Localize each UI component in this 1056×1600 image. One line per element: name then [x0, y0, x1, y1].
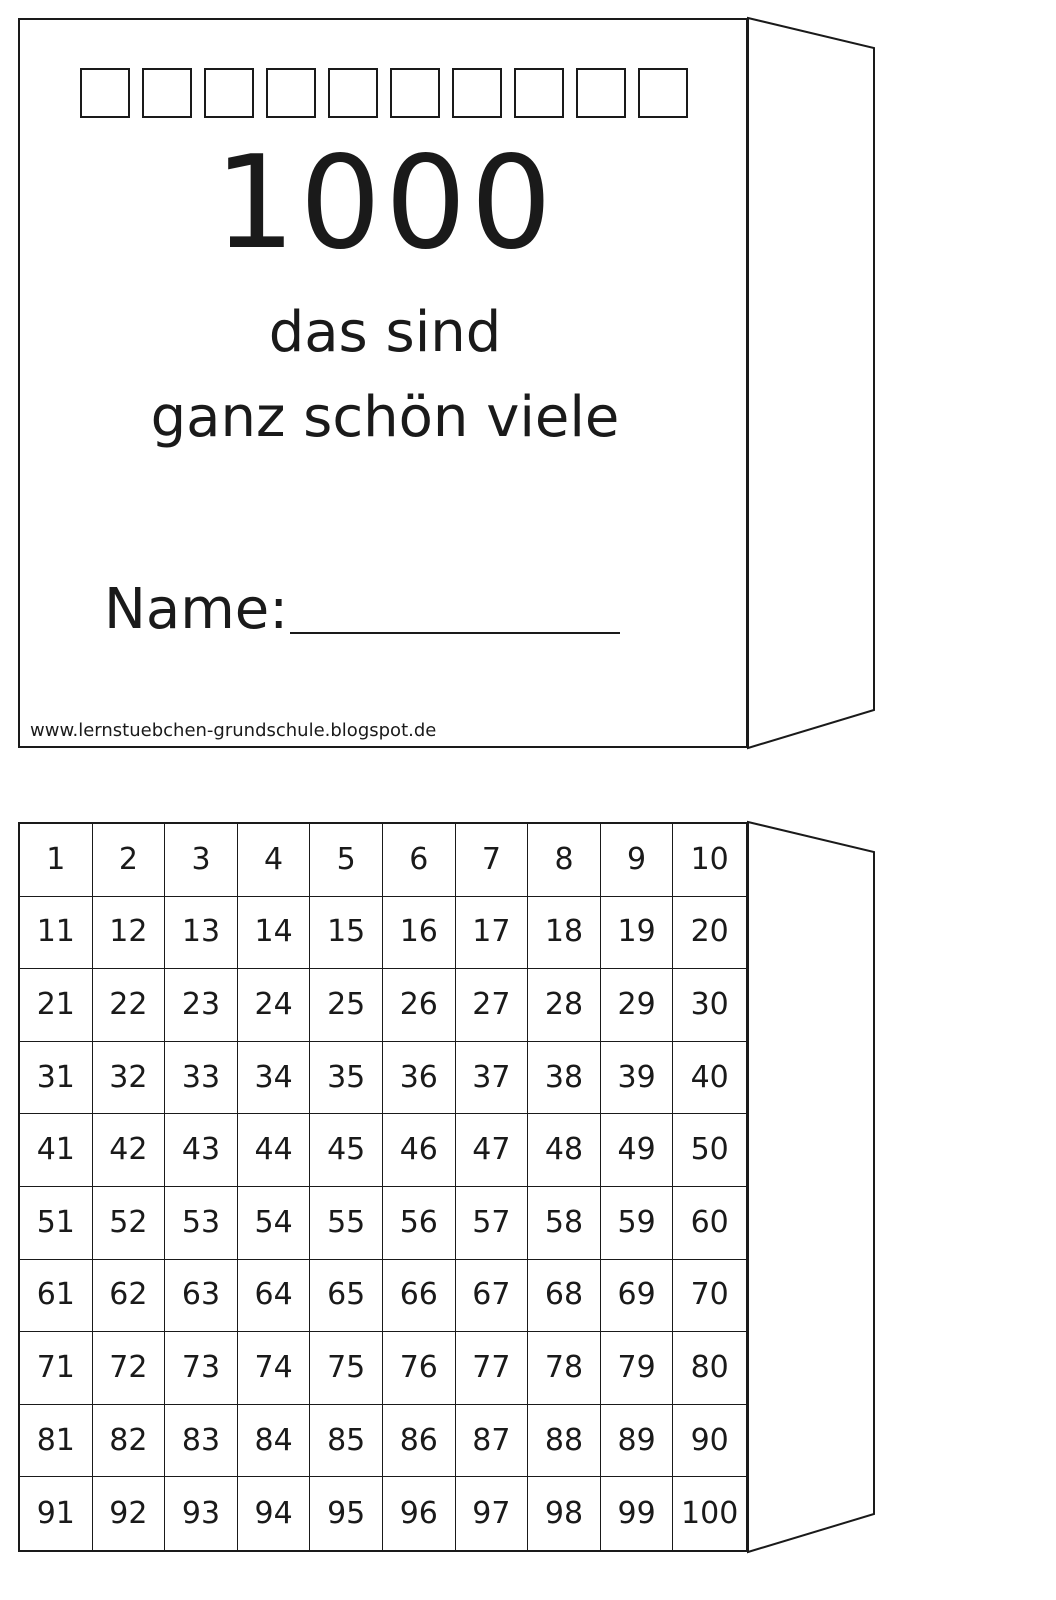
digit-box[interactable] [452, 68, 502, 118]
grid-cell: 47 [456, 1114, 529, 1187]
grid-cell: 99 [601, 1477, 674, 1550]
grid-cell: 48 [528, 1114, 601, 1187]
grid-cell: 67 [456, 1260, 529, 1333]
grid-cell: 68 [528, 1260, 601, 1333]
grid-cell: 25 [310, 969, 383, 1042]
grid-cell: 1 [20, 824, 93, 897]
subtitle-line-2: ganz schön viele [150, 385, 620, 450]
grid-cell: 96 [383, 1477, 456, 1550]
digit-box[interactable] [390, 68, 440, 118]
grid-cell: 66 [383, 1260, 456, 1333]
grid-cell: 16 [383, 897, 456, 970]
digit-box[interactable] [266, 68, 316, 118]
grid-cell: 63 [165, 1260, 238, 1333]
grid-cell: 33 [165, 1042, 238, 1115]
grid-cell: 75 [310, 1332, 383, 1405]
hundred-grid [20, 824, 746, 1550]
grid-cell: 12 [93, 897, 166, 970]
digit-box[interactable] [204, 68, 254, 118]
grid-cell: 15 [310, 897, 383, 970]
grid-cell: 62 [93, 1260, 166, 1333]
grid-cell: 51 [20, 1187, 93, 1260]
subtitle-line-1: das sind [268, 300, 502, 365]
grid-cell: 100 [681, 1495, 739, 1531]
grid-cell: 39 [601, 1042, 674, 1115]
grid-cell: 52 [93, 1187, 166, 1260]
grid-cell: 70 [673, 1260, 746, 1333]
grid-cell: 40 [673, 1042, 746, 1115]
grid-cell: 81 [20, 1405, 93, 1478]
grid-cell: 13 [165, 897, 238, 970]
grid-cell: 72 [93, 1332, 166, 1405]
grid-cell: 76 [383, 1332, 456, 1405]
grid-cell: 34 [238, 1042, 311, 1115]
digit-box[interactable] [142, 68, 192, 118]
grid-cell: 54 [238, 1187, 311, 1260]
grid-cell: 77 [456, 1332, 529, 1405]
grid-cell: 8 [528, 824, 601, 897]
grid-cell: 91 [20, 1477, 93, 1550]
grid-cell: 61 [20, 1260, 93, 1333]
grid-cell: 49 [601, 1114, 674, 1187]
grid-cell: 37 [456, 1042, 529, 1115]
grid-cell: 73 [165, 1332, 238, 1405]
grid-cell: 4 [238, 824, 311, 897]
grid-cell: 59 [601, 1187, 674, 1260]
grid-cell: 38 [528, 1042, 601, 1115]
grid-cell: 20 [673, 897, 746, 970]
grid-cell: 65 [310, 1260, 383, 1333]
grid-cell: 43 [165, 1114, 238, 1187]
website-url: www.lernstuebchen-grundschule.blogspot.de [30, 720, 437, 741]
grid-cell: 11 [20, 897, 93, 970]
grid-cell: 42 [93, 1114, 166, 1187]
grid-cell: 87 [456, 1405, 529, 1478]
grid-cell: 92 [93, 1477, 166, 1550]
grid-cell: 85 [310, 1405, 383, 1478]
grid-cell: 60 [673, 1187, 746, 1260]
digit-box[interactable] [638, 68, 688, 118]
name-label: Name: [104, 577, 289, 642]
grid-cell: 45 [310, 1114, 383, 1187]
grid-cell: 19 [601, 897, 674, 970]
grid-cell: 30 [673, 969, 746, 1042]
grid-cell: 57 [456, 1187, 529, 1260]
big-number-title: 1000 [214, 129, 556, 278]
digit-box[interactable] [328, 68, 378, 118]
grid-cell: 44 [238, 1114, 311, 1187]
digit-box[interactable] [80, 68, 130, 118]
grid-cell: 28 [528, 969, 601, 1042]
grid-cell: 21 [20, 969, 93, 1042]
grid-cell: 79 [601, 1332, 674, 1405]
cover-cube-side [748, 18, 874, 748]
grid-cell: 41 [20, 1114, 93, 1187]
grid-cell: 78 [528, 1332, 601, 1405]
grid-cell: 97 [456, 1477, 529, 1550]
grid-cell: 83 [165, 1405, 238, 1478]
grid-cell: 53 [165, 1187, 238, 1260]
grid-cell: 26 [383, 969, 456, 1042]
grid-cell: 5 [310, 824, 383, 897]
grid-cell: 84 [238, 1405, 311, 1478]
grid-cell: 31 [20, 1042, 93, 1115]
digit-box[interactable] [576, 68, 626, 118]
grid-cell: 88 [528, 1405, 601, 1478]
grid-cell: 98 [528, 1477, 601, 1550]
grid-cell: 23 [165, 969, 238, 1042]
grid-cell: 17 [456, 897, 529, 970]
grid-cell: 3 [165, 824, 238, 897]
grid-cell: 82 [93, 1405, 166, 1478]
grid-cell: 50 [673, 1114, 746, 1187]
grid-cell: 69 [601, 1260, 674, 1333]
grid-cell: 2 [93, 824, 166, 897]
grid-cell: 18 [528, 897, 601, 970]
grid-cell: 36 [383, 1042, 456, 1115]
grid-cell: 64 [238, 1260, 311, 1333]
grid-cell: 56 [383, 1187, 456, 1260]
grid-cell: 24 [238, 969, 311, 1042]
grid-cell: 9 [601, 824, 674, 897]
digit-box[interactable] [514, 68, 564, 118]
grid-cell: 71 [20, 1332, 93, 1405]
grid-cell: 46 [383, 1114, 456, 1187]
grid-cell: 22 [93, 969, 166, 1042]
grid-cell: 94 [238, 1477, 311, 1550]
grid-cube-side [748, 822, 874, 1552]
grid-cell: 90 [673, 1405, 746, 1478]
grid-cell: 89 [601, 1405, 674, 1478]
grid-cell: 29 [601, 969, 674, 1042]
grid-cell: 6 [383, 824, 456, 897]
digit-boxes [80, 68, 688, 118]
grid-cell: 86 [383, 1405, 456, 1478]
grid-cell: 7 [456, 824, 529, 897]
grid-cell: 80 [673, 1332, 746, 1405]
grid-cell: 93 [165, 1477, 238, 1550]
grid-cell: 10 [673, 824, 746, 897]
grid-cell: 14 [238, 897, 311, 970]
grid-cell: 32 [93, 1042, 166, 1115]
grid-cell: 35 [310, 1042, 383, 1115]
grid-cell: 55 [310, 1187, 383, 1260]
cover-face [18, 18, 748, 748]
grid-cell: 58 [528, 1187, 601, 1260]
hundred-grid-face [18, 822, 748, 1552]
grid-cell: 95 [310, 1477, 383, 1550]
grid-cell: 74 [238, 1332, 311, 1405]
name-write-line[interactable] [290, 632, 620, 634]
grid-cell: 27 [456, 969, 529, 1042]
